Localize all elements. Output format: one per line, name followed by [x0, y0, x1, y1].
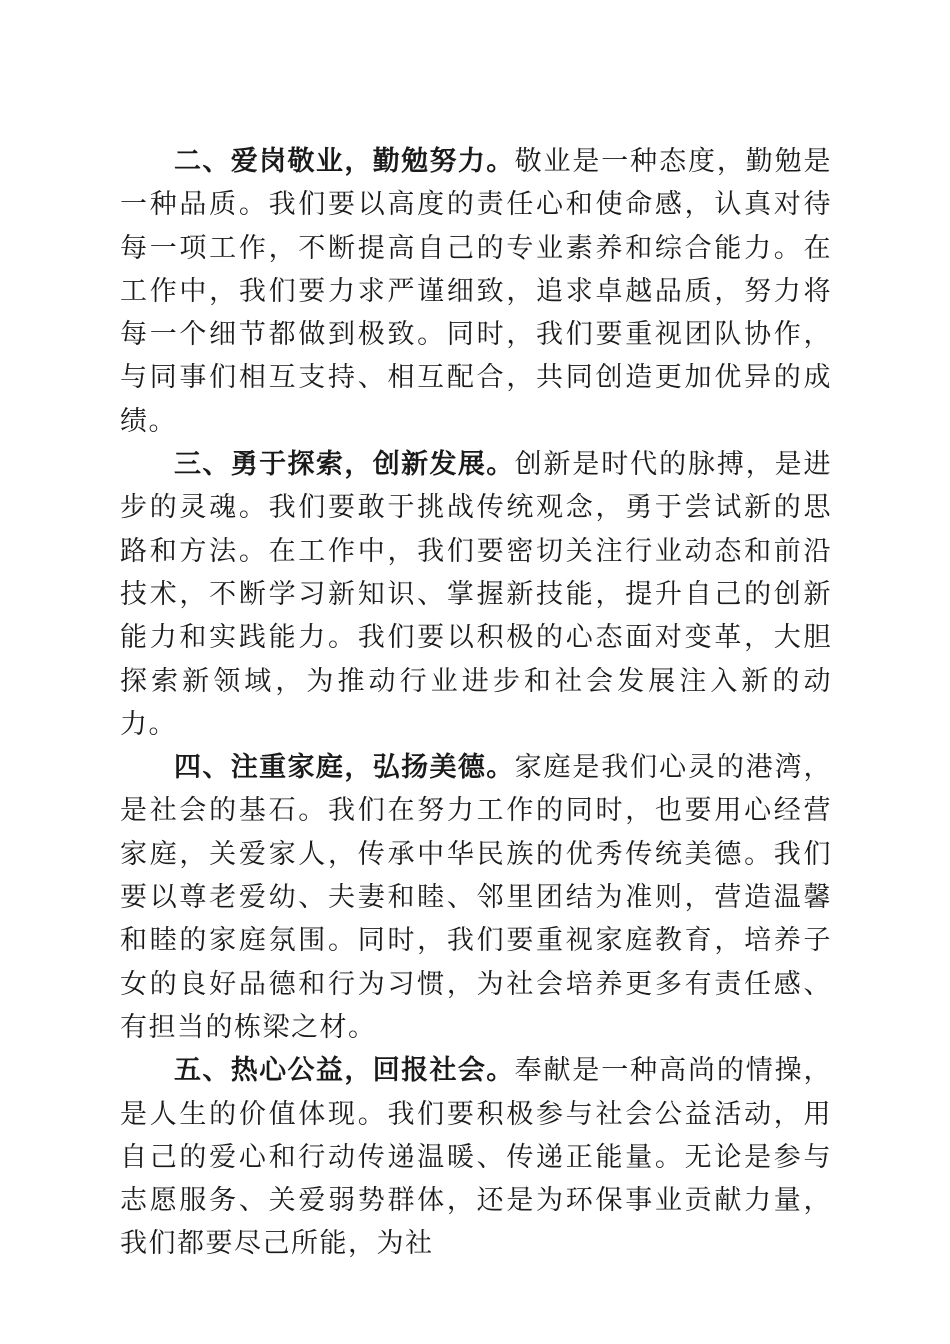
paragraph-body: 奉献是一种高尚的情操，是人生的价值体现。我们要积极参与社会公益活动，用自己的爱心和行动传递温暖、传递正能量。无论是参与志愿服务、关爱弱势群体，还是为环保事业贡献力量，我们都要尽己所能，为社 — [120, 1055, 833, 1260]
paragraph-charity — [120, 1049, 832, 1265]
paragraph-body: 敬业是一种态度，勤勉是一种品质。我们要以高度的责任心和使命感，认真对待每一项工作，不断提高自己的专业素养和综合能力。在工作中，我们要力求严谨细致，追求卓越品质，努力将每一个细节都做到极致。同时，我们要重视团队协作，与同事们相互支持、相互配合，共同创造更加优异的成绩。 — [120, 146, 833, 437]
paragraph-innovation — [120, 443, 832, 746]
paragraph-body: 创新是时代的脉搏，是进步的灵魂。我们要敢于挑战传统观念，勇于尝试新的思路和方法。在工作中，我们要密切关注行业动态和前沿技术，不断学习新知识、掌握新技能，提升自己的创新能力和实践能力。我们要以积极的心态面对变革，大胆探索新领域，为推动行业进步和社会发展注入新的动力。 — [120, 449, 833, 740]
document-page — [120, 140, 832, 1266]
paragraph-family — [120, 746, 832, 1049]
paragraph-heading: 二、爱岗敬业，勤勉努力。 — [174, 146, 515, 177]
paragraph-heading: 三、勇于探索，创新发展。 — [174, 449, 515, 481]
paragraph-heading: 四、注重家庭，弘扬美德。 — [174, 752, 515, 784]
paragraph-heading: 五、热心公益，回报社会。 — [174, 1055, 515, 1087]
paragraph-dedication — [120, 140, 832, 443]
paragraph-body: 家庭是我们心灵的港湾，是社会的基石。我们在努力工作的同时，也要用心经营家庭，关爱家人，传承中华民族的优秀传统美德。我们要以尊老爱幼、夫妻和睦、邻里团结为准则，营造温馨和睦的家庭氛围。同时，我们要重视家庭教育，培养子女的良好品德和行为习惯，为社会培养更多有责任感、有担当的栋梁之材。 — [120, 752, 833, 1043]
